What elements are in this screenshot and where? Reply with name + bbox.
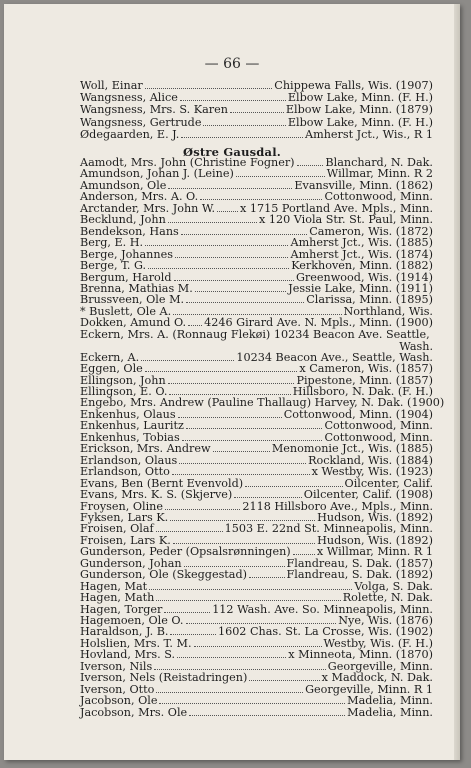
entry-name: Hagen, Mat <box>80 579 148 593</box>
entry-name: Wangsness, Gertrude <box>80 115 202 129</box>
dot-leader <box>236 174 325 177</box>
directory-entry <box>80 129 433 141</box>
entry-location: Cameron, Wis. (1872) <box>309 224 433 238</box>
entry-name: Ellingson, E. O. <box>80 385 168 398</box>
book-page <box>4 4 460 760</box>
dot-leader <box>188 323 202 326</box>
entry-location: Volga, S. Dak. <box>354 579 433 593</box>
entry-location: x 120 Viola Str. St. Paul, Minn. <box>258 213 433 227</box>
entry-location: Northland, Wis. <box>343 304 433 318</box>
section-heading: Østre Gausdal. <box>183 145 281 159</box>
entry-name: Iverson, Nils <box>80 659 153 673</box>
entry-name: Ellingson, John <box>80 373 166 387</box>
entry-name: Wangsness, Alice <box>80 91 178 105</box>
entry-location: Rockland, Wis. (1884) <box>308 453 433 467</box>
dot-leader <box>141 358 234 361</box>
entry-location: 1602 Chas. St. La Crosse, Wis. (1902) <box>217 625 433 639</box>
dot-leader <box>184 564 285 567</box>
entry-location: Georgeville, Minn. R 1 <box>305 682 433 696</box>
entry-location: Willmar, Minn. R 2 <box>326 167 433 181</box>
dot-leader <box>217 209 238 212</box>
entry-location: x Willmar, Minn. R 1 <box>316 545 433 559</box>
entry-location: 2118 Hillsboro Ave., Mpls., Minn. <box>242 499 433 513</box>
entry-location: Menomonie Jct., Wis. (1885) <box>271 442 433 456</box>
dot-leader <box>173 312 341 315</box>
dot-leader <box>168 220 257 223</box>
entry-location: 10234 Beacon Ave., Seattle, Wash. <box>236 350 433 364</box>
entry-location: Kerkhoven, Minn. (1882) <box>291 259 433 273</box>
entry-name: Berg, E. H. <box>80 236 144 250</box>
entry-name: Froisen, Olaf <box>80 522 154 536</box>
entry-name: Enkenhus, Olaus <box>80 407 176 421</box>
dot-leader <box>148 266 289 269</box>
dot-leader <box>186 300 304 303</box>
entry-location: 4246 Girard Ave. N. Mpls., Minn. (1900) <box>204 316 433 330</box>
entry-name: Arctander, Mrs. John W. <box>80 201 216 215</box>
entry-location: Hudson, Wis. (1892) <box>317 510 433 524</box>
directory-entries <box>4 4 460 760</box>
dot-leader <box>249 575 285 578</box>
entry-location: Cottonwood, Minn. <box>324 190 433 204</box>
entry-name: Erlandson, Olaus <box>80 453 178 467</box>
entry-name: Jacobson, Mrs. Ole <box>80 705 188 719</box>
entry-name: Jacobson, Ole <box>80 694 158 708</box>
directory-entry <box>80 707 433 719</box>
entry-name: Gunderson, Peder (Opsalsrønningen) <box>80 545 291 559</box>
dot-leader <box>245 484 342 487</box>
directory-entry <box>80 117 433 129</box>
entry-location: Nye, Wis. (1876) <box>338 614 433 627</box>
entry-name: Bendekson, Hans <box>80 224 179 238</box>
dot-leader <box>173 541 315 544</box>
entry-name: Hagemoen, Ole O. <box>80 614 184 627</box>
dot-leader <box>156 598 340 601</box>
dot-leader <box>203 123 285 126</box>
dot-leader <box>249 678 319 681</box>
entry-name: Gunderson, Johan <box>80 556 182 570</box>
entry-location: Clarissa, Minn. (1895) <box>306 293 433 307</box>
dot-leader <box>145 243 288 246</box>
dot-leader <box>174 278 294 281</box>
directory-entry <box>80 92 433 104</box>
entry-location: Greenwood, Wis. (1914) <box>296 270 433 284</box>
entry-name: Gunderson, Ole (Skeggestad) <box>80 568 248 582</box>
entry-name: Evans, Mrs. K. S. (Skjerve) <box>80 488 233 502</box>
dot-leader <box>234 495 302 498</box>
entry-location: Cottonwood, Minn. (1904) <box>283 407 433 421</box>
dot-leader <box>180 98 286 101</box>
entry-name: Froisen, Lars K. <box>80 533 171 547</box>
dot-leader <box>213 449 270 452</box>
dot-leader <box>293 552 315 555</box>
dot-leader <box>165 507 240 510</box>
entry-location: Hudson, Wis. (1892) <box>317 533 433 547</box>
dot-leader <box>181 135 303 138</box>
entry-name: Hovland, Mrs. S. <box>80 648 176 662</box>
entry-name: Eckern, A. <box>80 350 140 364</box>
dot-leader <box>230 110 284 113</box>
dot-leader <box>145 86 273 89</box>
dot-leader <box>186 426 323 429</box>
entry-location: Westby, Wis. (F. H.) <box>323 636 433 650</box>
entry-name: Haraldson, J. B. <box>80 625 169 639</box>
entry-location: Amherst Jct., Wis. (1874) <box>290 247 433 261</box>
dot-leader <box>156 690 303 693</box>
entry-name: Woll, Einar <box>80 79 143 92</box>
entry-name: Iverson, Otto <box>80 682 155 696</box>
entry-location: Elbow Lake, Minn. (1879) <box>285 103 433 117</box>
entry-location: Georgeville, Minn. <box>327 659 433 673</box>
entry-location: Pipestone, Minn. (1857) <box>296 373 433 387</box>
entry-name: Hagen, Torger <box>80 602 163 616</box>
entry-location-continuation: Wash. <box>399 340 433 354</box>
dot-leader <box>164 610 210 613</box>
dot-leader <box>194 644 322 647</box>
dot-leader <box>145 369 298 372</box>
dot-leader <box>297 163 324 166</box>
dot-leader <box>170 518 315 521</box>
entry-name: Wangsness, Mrs. S. Karen <box>80 103 228 117</box>
dot-leader <box>149 587 352 590</box>
dot-leader <box>181 232 307 235</box>
entry-name: Becklund, John <box>80 213 166 227</box>
entry-location: Hillsboro, N. Dak. (F. H.) <box>292 385 433 398</box>
entry-name: Berge, Johannes <box>80 247 173 261</box>
page-number: — 66 — <box>204 56 260 72</box>
entry-name: Fyksen, Lars K. <box>80 510 169 524</box>
entry-location: Amherst Jct., Wis. (1885) <box>290 236 433 250</box>
dot-leader <box>170 632 215 635</box>
dot-leader <box>159 701 345 704</box>
entry-name: Erickson, Mrs. Andrew <box>80 442 211 456</box>
dot-leader <box>168 381 295 384</box>
dot-leader <box>177 655 286 658</box>
directory-entry <box>80 329 433 341</box>
entry-name: Brussveen, Ole M. <box>80 293 185 307</box>
entry-name: * Buslett, Ole A. <box>80 304 172 318</box>
entry-name: Eggen, Ole <box>80 362 143 376</box>
entry-location: Flandreau, S. Dak. (1892) <box>286 568 433 582</box>
entry-location: x Westby, Wis. (1923) <box>311 465 433 479</box>
entry-name: Erlandson, Otto <box>80 465 170 479</box>
entry-location: Chippewa Falls, Wis. (1907) <box>274 79 433 92</box>
dot-leader <box>186 621 337 624</box>
directory-entry <box>80 104 433 116</box>
dot-leader <box>179 461 306 464</box>
directory-entry <box>80 80 433 92</box>
entry-name: Enkenhus, Lauritz <box>80 419 184 433</box>
entry-location: x Cameron, Wis. (1857) <box>299 362 433 376</box>
entry-name: Anderson, Mrs. A. O. <box>80 190 199 204</box>
entry-location: Jessie Lake, Minn. (1911) <box>288 281 433 295</box>
entry-name: Amundson, Ole <box>80 178 167 192</box>
dot-leader <box>178 415 282 418</box>
entry-name: Ødegaarden, E. J. <box>80 127 180 141</box>
dot-leader <box>175 255 289 258</box>
entry-name: Holslien, Mrs. T. M. <box>80 636 192 650</box>
entry-location: Oilcenter, Calif. (1908) <box>303 488 433 502</box>
dot-leader <box>195 289 287 292</box>
entry-name: Iverson, Nels (Reistadringen) <box>80 671 248 685</box>
entry-location: Madelia, Minn. <box>347 694 433 708</box>
entry-name: Eckern, Mrs. A. (Ronnaug Flekøi) 10234 Beacon Ave. Seattle, <box>80 327 430 341</box>
entry-location: Cottonwood, Minn. <box>324 419 433 433</box>
entry-name: Brenna, Mathias M. <box>80 281 193 295</box>
dot-leader <box>189 713 345 716</box>
entry-location: 1503 E. 22nd St. Minneapolis, Minn. <box>224 522 433 536</box>
entry-location: x Maddock, N. Dak. <box>321 671 433 685</box>
entry-name: Berge, T. G. <box>80 259 147 273</box>
entry-location: Flandreau, S. Dak. (1857) <box>286 556 433 570</box>
entry-name: Bergum, Harold <box>80 270 172 284</box>
entry-location: Madelia, Minn. <box>347 705 433 719</box>
entry-name: Enkenhus, Tobias <box>80 430 180 444</box>
entry-location: Amherst Jct., Wis., R 1 <box>305 127 433 141</box>
entry-location: Blanchard, N. Dak. <box>325 156 433 169</box>
entry-name: Aamodt, Mrs. John (Christine Fogner) <box>80 156 295 169</box>
entry-location: Elbow Lake, Minn. (F. H.) <box>287 115 433 129</box>
dot-leader <box>168 186 292 189</box>
entry-location: Cottonwood, Minn. <box>324 430 433 444</box>
dot-leader <box>182 438 323 441</box>
dot-leader <box>154 667 326 670</box>
entry-location: Oilcenter, Calif. <box>344 476 433 490</box>
entry-name: Amundson, Johan J. (Leine) <box>80 167 234 181</box>
entry-location: x 1715 Portland Ave. Mpls., Minn. <box>240 201 433 215</box>
entry-location: Rolette, N. Dak. <box>342 591 433 605</box>
entry-name: Evans, Ben (Bernt Evenvold) <box>80 476 244 490</box>
dot-leader <box>169 392 290 395</box>
dot-leader <box>156 529 223 532</box>
entry-location: Elbow Lake, Minn. (F. H.) <box>287 91 433 105</box>
entry-location: 112 Wash. Ave. So. Minneapolis, Minn. <box>212 602 433 616</box>
entry-name: Engebo, Mrs. Andrew (Pauline Thallaug) Harvey, N. Dak. (1900) <box>80 396 445 410</box>
entry-name: Froysen, Oline <box>80 499 163 513</box>
entry-location: x Minneota, Minn. (1870) <box>288 648 433 662</box>
entry-name: Dokken, Amund O. <box>80 316 187 330</box>
entry-location: Evansville, Minn. (1862) <box>294 178 433 192</box>
dot-leader <box>172 472 310 475</box>
dot-leader <box>200 197 322 200</box>
entry-name: Hagen, Math <box>80 591 155 605</box>
